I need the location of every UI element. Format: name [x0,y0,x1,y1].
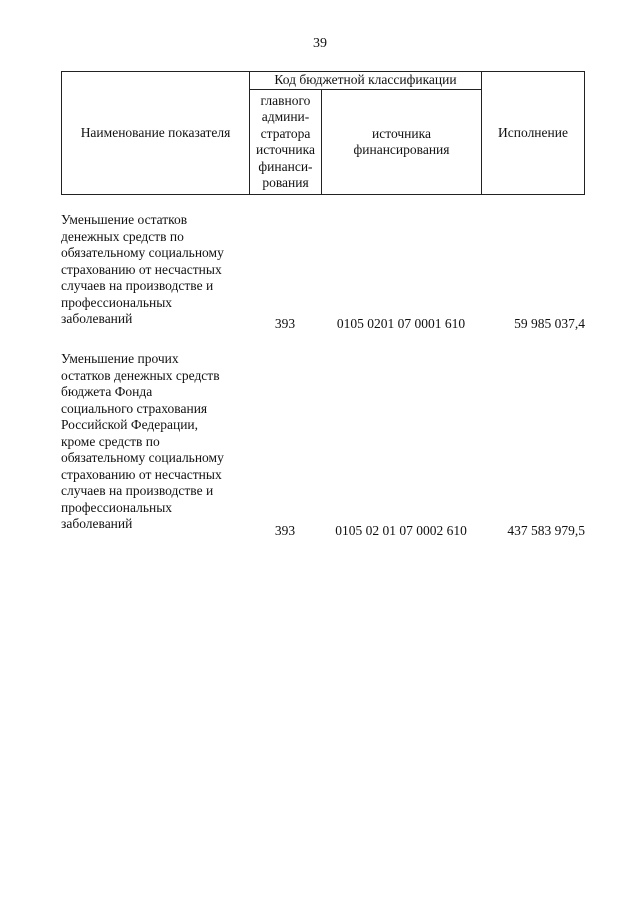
header-amount: Исполнение [498,124,568,140]
header-code-group: Код бюджетной классификации [274,72,457,88]
header-admin: главного админи- стратора источника финанси- рования [256,92,315,190]
table-row [61,212,585,331]
row-name: Уменьшение прочих остатков денежных средств бюджета Фонда социального страхования Российской Федерации, кроме средств по обязательному социальному страхованию от несчастных случаев на производстве и профессиональных заболеваний [61,351,224,531]
row-amount: 59 985 037,4 [514,316,585,331]
header-source: источника финансирования [353,125,450,157]
page-number: 39 [313,36,327,51]
table-header [61,71,585,195]
row-name: Уменьшение остатков денежных средств по обязательному социальному страхованию от несчастных случаев на производстве и профессиональных заболеваний [61,212,224,326]
row-admin-code: 393 [274,523,296,538]
header-name: Наименование показателя [80,124,231,140]
row-source-code: 0105 0201 07 0001 610 [336,316,466,331]
header-border-right [584,71,585,195]
row-amount: 437 583 979,5 [507,523,585,538]
row-source-code: 0105 02 01 07 0002 610 [335,523,467,538]
table-row [61,351,585,537]
header-border-bottom [61,194,585,195]
row-admin-code: 393 [274,316,296,331]
